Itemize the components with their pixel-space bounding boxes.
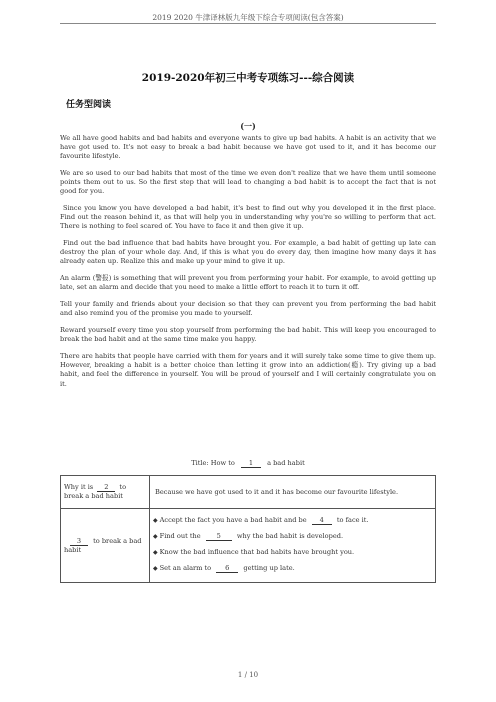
page-number: 1 / 10 [237,671,259,679]
list-item: ◆ Set an alarm to 6 getting up late. [153,564,295,572]
diamond-bullet-icon: ◆ [153,565,158,572]
row2-right-cell [150,509,436,583]
row1-right-cell: Because we have got used to it and it has become our favourite lifestyle. [150,476,436,509]
blank-6: 6 [216,564,238,573]
row2-left-cell [61,509,150,583]
row1-left-cell [61,476,150,509]
diamond-bullet-icon: ◆ [153,533,158,540]
list-item: ◆ Know the bad influence that bad habits have brought you. [153,548,355,556]
reading-passage [60,134,436,396]
caption-text-before: Title: How to [191,459,235,467]
diamond-bullet-icon: ◆ [153,517,158,524]
header-divider [60,23,436,24]
running-header: 2019 2020 牛津译林版九年级下综合专项阅读(包含答案) [152,13,344,22]
list-item: ◆ Find out the 5 why the bad habit is developed. [153,532,344,540]
paragraph-7: Reward yourself every time you stop yourself from performing the bad habit. This will keep you encouraged to break the bad habit and at the same time make you happy. [60,326,436,344]
table-row [61,476,436,509]
paragraph-1: We all have good habits and bad habits and everyone wants to give up bad habits. A habit is an activity that we have got used to. It's not easy to break a bad habit because we have got used to it, and it has become our favourite lifestyle. [60,134,436,161]
list-item: ◆ Accept the fact you have a bad habit and be 4 to face it. [153,516,369,524]
row1-left-text-after: to break a bad habit [64,483,127,500]
blank-1: 1 [241,459,261,468]
paragraph-8: There are habits that people have carried with them for years and it will surely take some time to give them up. However, breaking a habit is a better choice than letting it grow into an addiction(瘾). Try giving up a bad habit, and feel the difference in yourself. You will be proud of yourself and I will certainly congratulate you on it. [60,352,436,388]
row2-left-text: to break a bad habit [64,536,142,554]
table-caption [0,459,496,468]
caption-text-after: a bad habit [267,459,305,467]
paragraph-3: Since you know you have developed a bad habit, it's best to find out why you developed it in the first place. Find out the reason behind it, as that will help you in understanding why you're so willing to perform that act. There is nothing to feel scared of. You have to face it and then give it up. [60,204,436,231]
blank-4: 4 [312,516,332,525]
paragraph-4: Find out the bad influence that bad habits have brought you. For example, a bad habit of getting up late can destroy the plan of your whole day. And, if this is what you do every day, then imagine how many days it has already eaten up. Realize this and make up your mind to give it up. [60,239,436,266]
blank-5: 5 [206,532,232,541]
paragraph-2: We are so used to our bad habits that most of the time we even don't realize that we have them until someone points them out to us. So the first step that will lead to changing a bad habit is to accept the fact that is not good for you. [60,169,436,196]
task-table [60,475,436,583]
section-heading: 任务型阅读 [66,100,112,110]
row1-left-text: Why it is [64,483,94,491]
blank-2: 2 [97,483,115,492]
paragraph-5: An alarm (警报) is something that will prevent you from performing your habit. For example, to avoid getting up late, set an alarm and decide that you need to make a little effort to reach it to turn it off. [60,274,436,292]
diamond-bullet-icon: ◆ [153,549,158,556]
document-title: 2019-2020年初三中考专项练习---综合阅读 [141,72,355,84]
blank-3: 3 [70,537,88,546]
strategy-list [153,516,432,573]
paragraph-6: Tell your family and friends about your decision so that they can prevent you from performing the bad habit and also remind you of the promise you made to yourself. [60,300,436,318]
part-label: (一) [240,121,256,131]
table-row [61,509,436,583]
